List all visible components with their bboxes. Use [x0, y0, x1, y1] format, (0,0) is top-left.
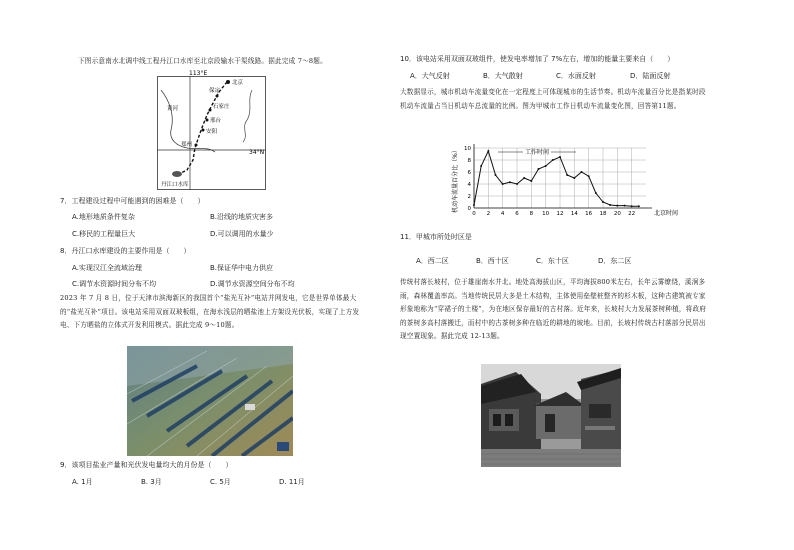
intro-7-8: 下图示意南水北调中线工程丹江口水库至北京段输水干渠线路。据此完成 7～8题。	[78, 57, 327, 65]
data-point-2	[487, 150, 489, 152]
data-point-19	[609, 204, 611, 206]
q7-option-d[interactable]: D.可以调用的水量少	[210, 230, 274, 238]
passage-11: 大数据显示，城市机动车流量变化在一定程度上可体现城市的生活节奏。机动车流量百分比是指某时段机动车流量占当日机动车总流量的比例。图为甲城市工作日机动车流量变化图，回答第11题。	[400, 88, 706, 110]
q11-option-d[interactable]: D．东二区	[598, 257, 632, 265]
y-tick-label-4: 8	[467, 158, 471, 164]
boat-shape	[245, 404, 255, 410]
q7-option-c[interactable]: C.移民的工程量巨大	[72, 230, 136, 238]
city-dot-beijing	[226, 80, 230, 84]
q8-option-c[interactable]: C.调节水资源时间分布不均	[72, 280, 157, 288]
q11-option-b[interactable]: B．西十区	[476, 257, 509, 265]
salt-solar-photo	[127, 346, 293, 456]
x-tick-label-1: 2	[486, 211, 491, 217]
data-point-6	[516, 183, 518, 185]
x-tick-label-0: 0	[472, 211, 476, 217]
data-point-9	[538, 168, 540, 170]
canal-route-map	[157, 70, 267, 192]
q7-option-a[interactable]: A.地形地质条件复杂	[72, 213, 135, 221]
river-label: 黄河	[167, 106, 179, 112]
data-point-20	[616, 205, 618, 207]
q7-option-b[interactable]: B.沿线的地质灾害多	[210, 213, 274, 221]
y-tick-label-0: 0	[467, 206, 471, 212]
data-point-17	[595, 192, 597, 194]
data-point-15	[581, 171, 583, 173]
q10-option-b[interactable]: B．大气散射	[483, 72, 523, 80]
data-point-21	[624, 205, 626, 207]
x-tick-label-2: 4	[500, 211, 505, 217]
passage-9-10: 2023 年 7 月 8 日，位于天津市滨海新区的我国首个“盐光互补”电站并网发电，它是世界单体最大的“盐光互补”项目。该电站采用双面双玻板组，在海水浅层的晒盐池上方架设光伏板，实现了上方发电、下方晒盐的立体式开发利用模式。据此完成 9～10题。	[60, 294, 360, 329]
x-axis-label: 北京时间	[654, 210, 679, 217]
x-tick-label-3: 6	[515, 211, 519, 217]
q8-option-b[interactable]: B.保证华中电力供应	[210, 264, 274, 272]
y-tick-label-1: 2	[467, 194, 471, 200]
x-tick-label-4: 8	[529, 211, 534, 217]
village-photo	[481, 364, 621, 467]
data-point-11	[552, 159, 554, 161]
data-point-7	[523, 177, 525, 179]
reservoir-shape	[172, 171, 182, 177]
city-baoding: 保定	[209, 88, 221, 94]
q9-option-d[interactable]: D. 11月	[279, 478, 305, 486]
q11-option-a[interactable]: A．西二区	[416, 257, 449, 265]
x-tick-label-7: 14	[570, 211, 578, 217]
q9-option-b[interactable]: B. 3月	[141, 478, 162, 486]
y-tick-label-2: 4	[467, 182, 471, 188]
data-point-1	[480, 165, 482, 167]
reservoir-label: 丹江口水库	[161, 182, 189, 188]
y-axis-label: 机动车流量百分比（%）	[452, 147, 459, 213]
data-point-4	[502, 183, 504, 185]
data-point-22	[631, 205, 633, 207]
data-point-14	[573, 177, 575, 179]
q7-stem: 7．工程建设过程中可能遇到的困难是（ ）	[60, 197, 205, 205]
q8-option-a[interactable]: A.实现汉江全流域治理	[72, 264, 142, 272]
passage-12-13: 传统村落长坡村，位于雄崖南水井北。地处高海拔山区，平均海拔800米左右，长年云雾缭绕，溪涧多雨，森林覆盖率高。当地传统民居大多是土木结构，主体使用垒壁桩整齐的杉木板，这种古建筑被专家形象地称为“穿裙子的土楼”，为在地区保存最好的古村落。近年来，长坡村大力发展茶树种植，将政府的茶树多高村落搬迁，而村中的古茶树多种在临近的耕地的坡地。目前，长坡村传统古村落部分民居出现空置现象。据此完成 12-13题。	[400, 278, 707, 340]
city-anyang: 安阳	[206, 129, 218, 135]
work-time-annotation: 工作时间	[525, 149, 550, 156]
data-point-5	[509, 181, 511, 183]
data-point-16	[588, 175, 590, 177]
city-shijiazhuang: 石家庄	[213, 104, 230, 110]
city-zhengzhou: 郑州	[181, 142, 193, 148]
lon-label: 113°E	[189, 70, 208, 77]
x-tick-label-8: 16	[585, 211, 593, 217]
x-tick-label-5: 10	[542, 211, 550, 217]
q10-option-c[interactable]: C．水面反射	[556, 72, 596, 80]
x-tick-label-10: 20	[613, 211, 621, 217]
data-point-12	[559, 156, 561, 158]
x-tick-label-6: 12	[556, 211, 564, 217]
q8-option-d[interactable]: D.调节水资源空间分布不均	[210, 280, 295, 288]
q9-option-a[interactable]: A. 1月	[72, 478, 93, 486]
q10-option-a[interactable]: A．大气反射	[410, 72, 450, 80]
q10-stem: 10．该电站采用双面双玻组件，使发电率增加了 7%左右，增加的能量主要来自（ ）	[400, 55, 675, 63]
x-tick-label-9: 18	[599, 211, 607, 217]
q8-stem: 8．丹江口水库建设的主要作用是（ ）	[60, 247, 191, 255]
q11-stem: 11．甲城市所处时区是	[400, 233, 472, 241]
data-point-18	[602, 201, 604, 203]
y-tick-label-3: 6	[467, 170, 471, 176]
series-line	[474, 151, 639, 206]
data-point-10	[545, 165, 547, 167]
x-tick-label-11: 22	[628, 211, 636, 217]
data-point-8	[530, 180, 532, 182]
data-point-3	[495, 174, 497, 176]
data-point-0	[473, 204, 475, 206]
q9-option-c[interactable]: C. 5月	[210, 478, 231, 486]
q11-option-c[interactable]: C．东十区	[536, 257, 569, 265]
traffic-flow-chart	[448, 140, 698, 222]
q9-stem: 9．该项目盐业产量和光伏发电量均大的月份是（ ）	[60, 461, 233, 469]
data-point-23	[638, 205, 640, 207]
q10-option-d[interactable]: D．陆面反射	[630, 72, 671, 80]
data-point-13	[566, 174, 568, 176]
y-tick-label-5: 10	[464, 146, 471, 152]
city-beijing: 北京	[232, 80, 244, 86]
lat-label: 34°N	[249, 149, 265, 156]
city-xingtai: 邢台	[210, 118, 222, 124]
